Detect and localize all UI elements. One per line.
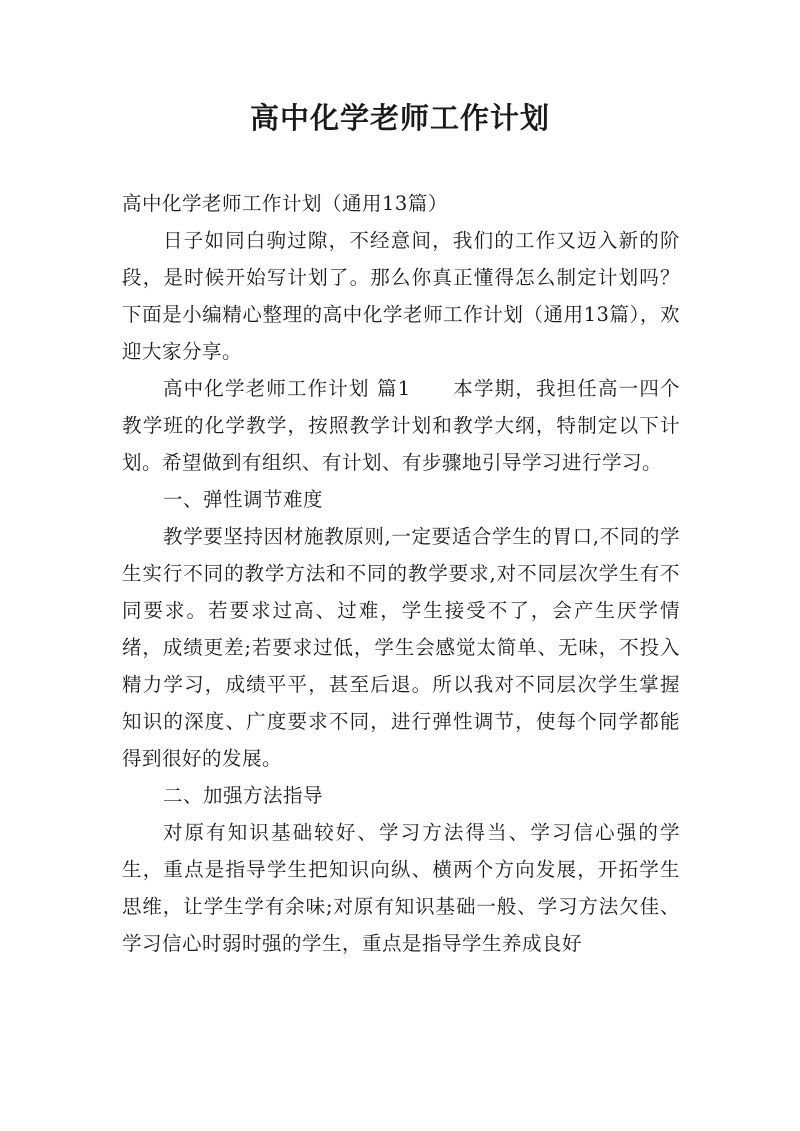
section1-paragraph <box>122 370 680 481</box>
part1-paragraph: 教学要坚持因材施教原则,一定要适合学生的胃口,不同的学生实行不同的教学方法和不同的教学要求,对不同层次学生有不同要求。若要求过高、过难，学生接受不了，会产生厌学情绪，成绩更差;若要求过低，学生会感觉太简单、无味，不投入精力学习，成绩平平，甚至后退。所以我对不同层次学生掌握知识的深度、广度要求不同，进行弹性调节，使每个同学都能得到很好的发展。 <box>122 525 680 770</box>
document-body <box>122 185 680 962</box>
part2-heading: 二、加强方法指导 <box>162 784 323 807</box>
part1-heading: 一、弹性调节难度 <box>162 488 323 511</box>
part2-paragraph: 对原有知识基础较好、学习方法得当、学习信心强的学生，重点是指导学生把知识向纵、横两个方向发展，开拓学生思维，让学生学有余味;对原有知识基础一般、学习方法欠佳、学习信心时弱时强的学生，重点是指导学生养成良好 <box>122 821 680 955</box>
section1-text: 本学期，我担任高一四个教学班的化学教学，按照教学计划和教学大纲，特制定以下计划。希望做到有组织、有计划、有步骤地引导学习进行学习。 <box>122 377 680 474</box>
document-title: 高中化学老师工作计划 <box>249 101 550 135</box>
intro-paragraph: 日子如同白驹过隙，不经意间，我们的工作又迈入新的阶段，是时候开始写计划了。那么你真正懂得怎么制定计划吗？下面是小编精心整理的高中化学老师工作计划（通用13篇），欢迎大家分享。 <box>122 229 680 363</box>
document-subtitle: 高中化学老师工作计划（通用13篇） <box>122 192 448 215</box>
section1-heading: 高中化学老师工作计划 篇1 <box>162 377 411 400</box>
